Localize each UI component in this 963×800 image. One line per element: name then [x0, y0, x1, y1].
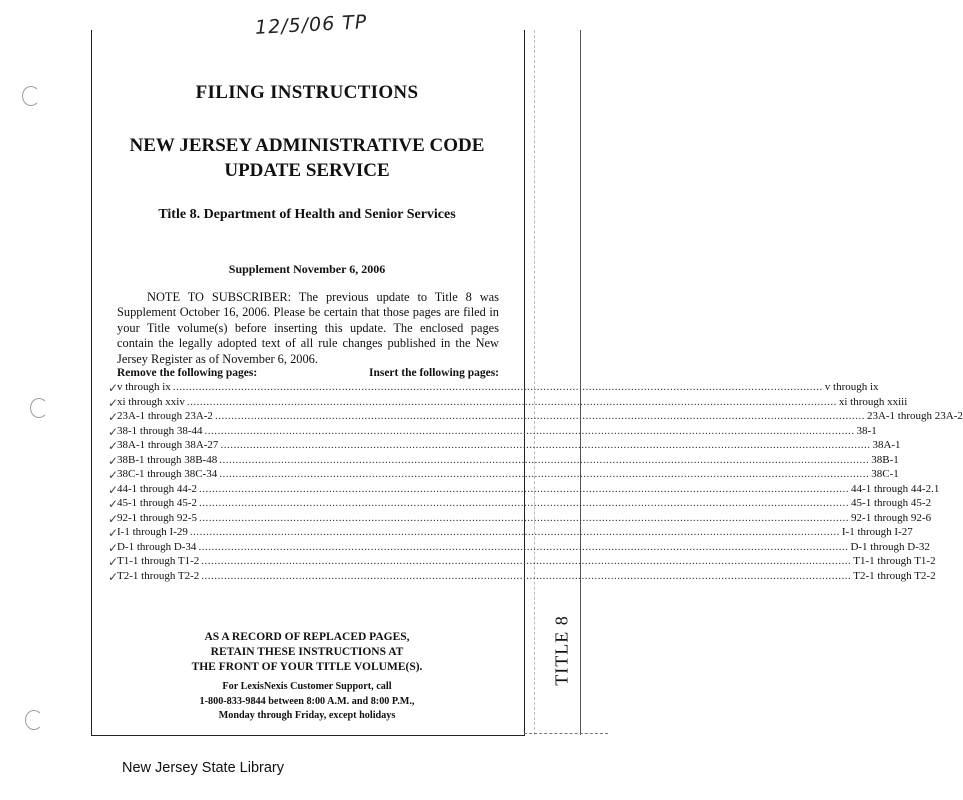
- dot-leader: ........................................................................................................................................................................................................: [186, 395, 837, 408]
- insert-pages: 44-1 through 44-2.1: [851, 482, 940, 495]
- table-rows: [117, 381, 963, 584]
- insert-pages: v through ix: [824, 381, 879, 393]
- support-line-1: For LexisNexis Customer Support, call: [222, 681, 392, 692]
- check-mark-icon: ✓: [108, 511, 119, 526]
- bottom-divider: [524, 733, 608, 734]
- insert-pages: xi through xxiii: [838, 395, 908, 408]
- insert-pages: 38C-1: [871, 468, 899, 480]
- dot-leader: ........................................................................................................................................................................................................: [189, 526, 840, 538]
- dot-leader: ........................................................................................................................................................................................................: [199, 482, 850, 495]
- check-mark-icon: ✓: [108, 526, 119, 540]
- code-title-line2: UPDATE SERVICE: [224, 160, 390, 181]
- dot-leader: ........................................................................................................................................................................................................: [201, 555, 852, 567]
- check-mark-icon: ✓: [108, 569, 119, 584]
- check-mark-icon: ✓: [108, 395, 119, 410]
- table-row: [117, 555, 936, 570]
- customer-support: [91, 680, 523, 724]
- insert-header: Insert the following pages:: [368, 367, 499, 379]
- table-row: [117, 468, 899, 483]
- remove-pages: 38-1 through 38-44: [117, 424, 203, 437]
- insert-pages: I-1 through I-27: [841, 526, 913, 538]
- dot-leader: ........................................................................................................................................................................................................: [204, 424, 855, 437]
- retain-line-2: RETAIN THESE INSTRUCTIONS AT: [210, 646, 404, 658]
- remove-pages: D-1 through D-34: [117, 540, 197, 553]
- dot-leader: ........................................................................................................................................................................................................: [220, 439, 871, 451]
- insert-pages: 38A-1: [872, 439, 901, 451]
- insert-pages: 38-1: [856, 424, 877, 437]
- insert-pages: 38B-1: [871, 453, 899, 466]
- punch-hole-middle: [30, 398, 48, 418]
- remove-pages: I-1 through I-29: [117, 526, 188, 538]
- retain-line-3: THE FRONT OF YOUR TITLE VOLUME(S).: [191, 661, 423, 673]
- remove-pages: v through ix: [117, 381, 171, 393]
- insert-pages: 92-1 through 92-6: [851, 511, 932, 524]
- insert-pages: 23A-1 through 23A-2: [866, 410, 963, 422]
- subscriber-note: NOTE TO SUBSCRIBER: The previous update to Title 8 was Supplement October 16, 2006. Please be certain that those pages are filed in your Title volume(s) before inserting this update. The enclosed pages contain the legally adopted text of all rule changes published in the New Jersey Register as of November 6, 2006.: [117, 290, 499, 366]
- dot-leader: ........................................................................................................................................................................................................: [199, 497, 850, 509]
- remove-pages: 44-1 through 44-2: [117, 482, 198, 495]
- remove-pages: 38A-1 through 38A-27: [117, 439, 219, 451]
- check-mark-icon: ✓: [108, 468, 119, 482]
- table-row: [117, 482, 940, 498]
- check-mark-icon: ✓: [108, 540, 119, 555]
- code-title: [91, 133, 523, 183]
- dot-leader: ........................................................................................................................................................................................................: [201, 569, 852, 582]
- check-mark-icon: ✓: [108, 555, 119, 569]
- retain-instructions: [91, 630, 523, 675]
- dot-leader: ........................................................................................................................................................................................................: [214, 410, 865, 422]
- check-mark-icon: ✓: [108, 381, 119, 395]
- check-mark-icon: ✓: [108, 410, 119, 424]
- check-mark-icon: ✓: [108, 482, 119, 497]
- table-row: [117, 511, 932, 527]
- remove-pages: 23A-1 through 23A-2: [117, 410, 213, 422]
- support-line-3: Monday through Friday, except holidays: [218, 710, 396, 721]
- insert-pages: 45-1 through 45-2: [851, 497, 932, 509]
- remove-pages: xi through xxiv: [117, 395, 185, 408]
- handwritten-date-note: 12/5/06 TP: [254, 11, 368, 39]
- table-row: [117, 381, 879, 396]
- table-row: [117, 395, 908, 411]
- insert-pages: D-1 through D-32: [850, 540, 930, 553]
- punch-hole-top: [22, 86, 40, 106]
- supplement-date: Supplement November 6, 2006: [228, 262, 386, 276]
- insert-pages: T1-1 through T1-2: [853, 555, 936, 567]
- dot-leader: ........................................................................................................................................................................................................: [219, 453, 870, 466]
- check-mark-icon: ✓: [108, 439, 119, 453]
- insert-pages: T2-1 through T2-2: [853, 569, 936, 582]
- dot-leader: ........................................................................................................................................................................................................: [219, 468, 870, 480]
- remove-pages: 45-1 through 45-2: [117, 497, 198, 509]
- punch-hole-bottom: [25, 710, 43, 730]
- remove-pages: 38B-1 through 38B-48: [117, 453, 218, 466]
- remove-pages: 92-1 through 92-5: [117, 511, 198, 524]
- dot-leader: ........................................................................................................................................................................................................: [199, 511, 850, 524]
- support-line-2: 1-800-833-9844 between 8:00 A.M. and 8:00 P.M.,: [199, 695, 415, 707]
- table-row: [117, 453, 899, 469]
- remove-header: Remove the following pages:: [117, 367, 258, 379]
- remove-pages: T2-1 through T2-2: [117, 569, 200, 582]
- remove-pages: T1-1 through T1-2: [117, 555, 200, 567]
- check-mark-icon: ✓: [108, 424, 119, 439]
- table-header: [117, 367, 499, 381]
- table-row: [117, 439, 901, 454]
- table-row: [117, 410, 963, 425]
- table-row: [117, 424, 877, 440]
- dot-leader: ........................................................................................................................................................................................................: [198, 540, 849, 553]
- code-title-line1: NEW JERSEY ADMINISTRATIVE CODE: [129, 135, 485, 156]
- remove-pages: 38C-1 through 38C-34: [117, 468, 218, 480]
- library-footer: New Jersey State Library: [122, 760, 284, 776]
- table-row: [117, 497, 932, 512]
- retain-line-1: AS A RECORD OF REPLACED PAGES,: [204, 631, 410, 643]
- table-row: [117, 569, 936, 585]
- page-table: [117, 367, 963, 584]
- page-title: FILING INSTRUCTIONS: [195, 82, 419, 103]
- check-mark-icon: ✓: [108, 453, 119, 468]
- dot-leader: ........................................................................................................................................................................................................: [172, 381, 823, 393]
- check-mark-icon: ✓: [108, 497, 119, 511]
- subtitle: Title 8. Department of Health and Senior Services: [158, 207, 456, 222]
- table-row: [117, 540, 930, 556]
- table-row: [117, 526, 913, 541]
- tab-label: TITLE 8: [551, 615, 572, 686]
